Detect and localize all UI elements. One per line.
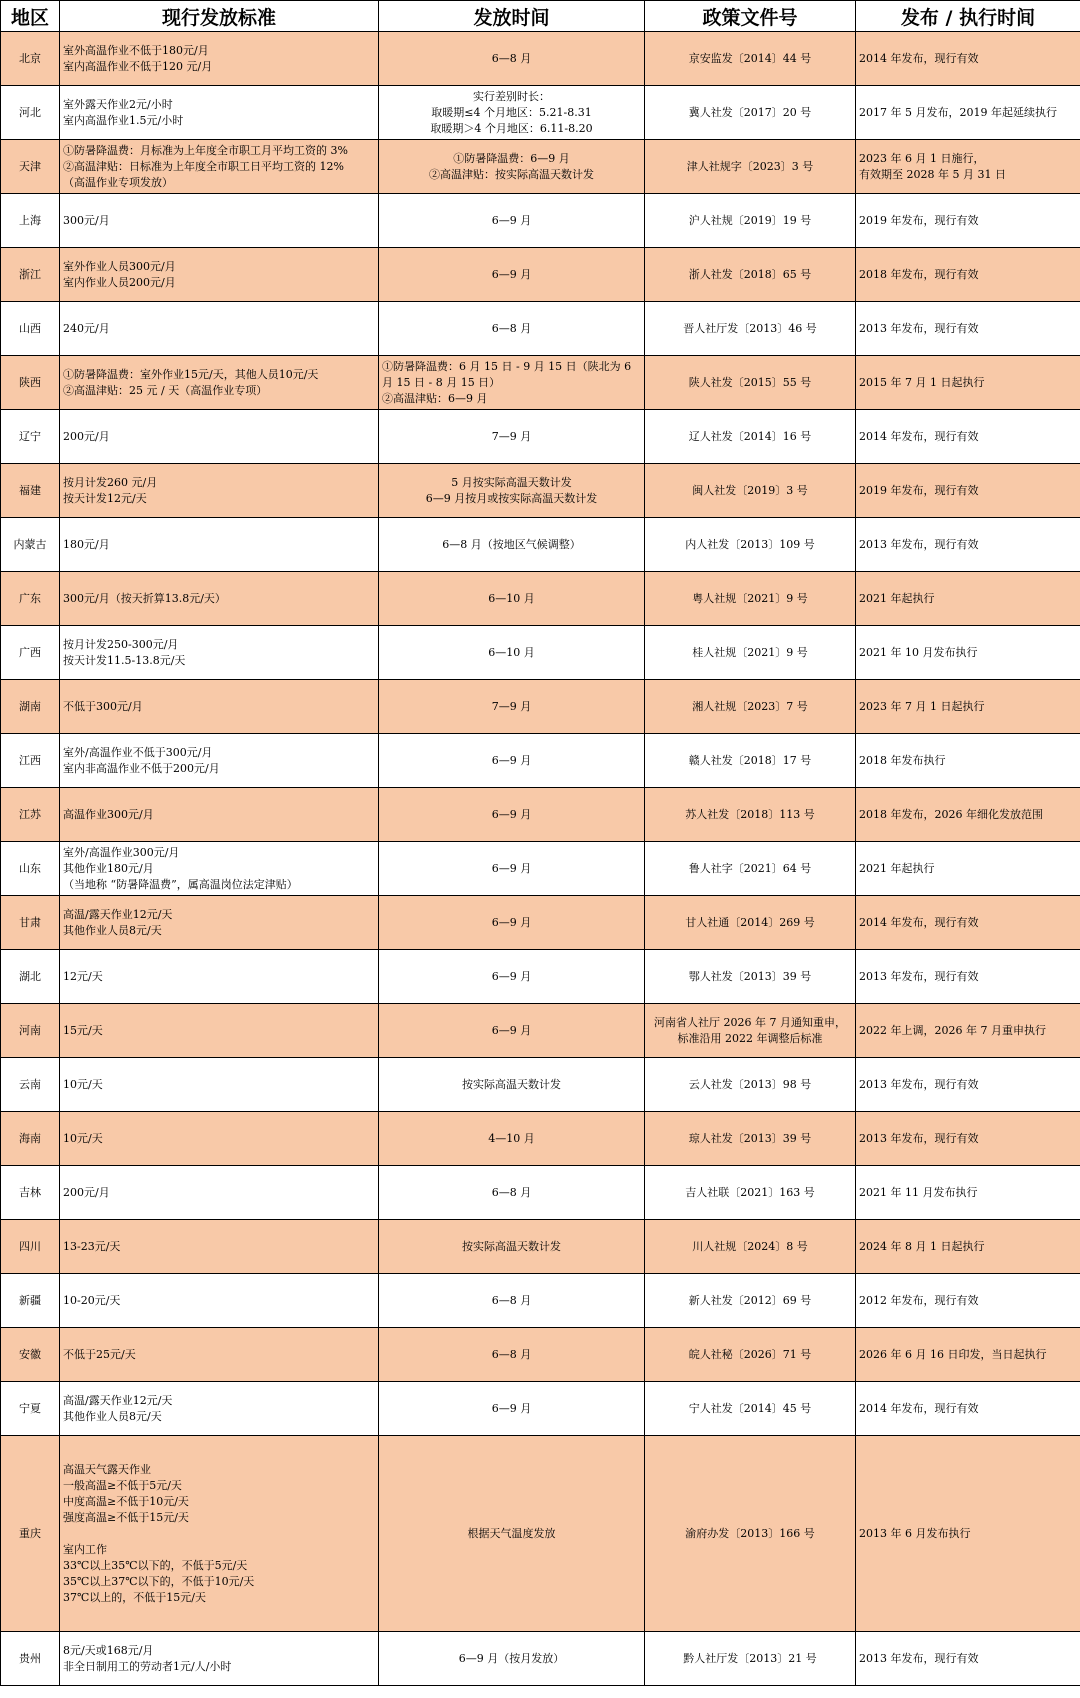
cell-standard: 15元/天 bbox=[60, 1004, 379, 1058]
cell-doc: 甘人社通〔2014〕269 号 bbox=[645, 896, 856, 950]
cell-publish: 2026 年 6 月 16 日印发，当日起执行 bbox=[856, 1328, 1080, 1382]
cell-doc: 晋人社厅发〔2013〕46 号 bbox=[645, 302, 856, 356]
cell-publish: 2014 年发布，现行有效 bbox=[856, 32, 1080, 86]
cell-publish: 2013 年发布，现行有效 bbox=[856, 1112, 1080, 1166]
cell-region: 新疆 bbox=[1, 1274, 60, 1328]
cell-standard: 高温/露天作业12元/天 其他作业人员8元/天 bbox=[60, 1382, 379, 1436]
cell-time: 实行差别时长： 取暖期≤4 个月地区：5.21-8.31 取暖期＞4 个月地区：6.11-8.20 bbox=[379, 86, 645, 140]
cell-publish: 2022 年上调，2026 年 7 月重申执行 bbox=[856, 1004, 1080, 1058]
cell-doc: 辽人社发〔2014〕16 号 bbox=[645, 410, 856, 464]
cell-time: 7—9 月 bbox=[379, 680, 645, 734]
cell-doc: 陕人社发〔2015〕55 号 bbox=[645, 356, 856, 410]
table-row bbox=[1, 1274, 1080, 1328]
table-row bbox=[1, 356, 1080, 410]
cell-region: 内蒙古 bbox=[1, 518, 60, 572]
cell-region: 上海 bbox=[1, 194, 60, 248]
cell-standard: 10元/天 bbox=[60, 1112, 379, 1166]
cell-doc: 桂人社规〔2021〕9 号 bbox=[645, 626, 856, 680]
cell-region: 安徽 bbox=[1, 1328, 60, 1382]
cell-standard: 高温作业300元/月 bbox=[60, 788, 379, 842]
cell-publish: 2021 年起执行 bbox=[856, 572, 1080, 626]
cell-region: 江苏 bbox=[1, 788, 60, 842]
cell-standard: 高温/露天作业12元/天 其他作业人员8元/天 bbox=[60, 896, 379, 950]
cell-publish: 2014 年发布，现行有效 bbox=[856, 1382, 1080, 1436]
cell-doc: 鲁人社字〔2021〕64 号 bbox=[645, 842, 856, 896]
cell-time: 6—8 月 bbox=[379, 1328, 645, 1382]
cell-doc: 宁人社发〔2014〕45 号 bbox=[645, 1382, 856, 1436]
cell-region: 陕西 bbox=[1, 356, 60, 410]
cell-doc: 内人社发〔2013〕109 号 bbox=[645, 518, 856, 572]
cell-publish: 2019 年发布，现行有效 bbox=[856, 194, 1080, 248]
cell-time: 6—9 月 bbox=[379, 896, 645, 950]
cell-doc: 浙人社发〔2018〕65 号 bbox=[645, 248, 856, 302]
header-doc: 政策文件号 bbox=[645, 1, 856, 32]
cell-publish: 2024 年 8 月 1 日起执行 bbox=[856, 1220, 1080, 1274]
table-row bbox=[1, 572, 1080, 626]
table-row bbox=[1, 680, 1080, 734]
cell-standard: 200元/月 bbox=[60, 1166, 379, 1220]
table-row bbox=[1, 140, 1080, 194]
table-row bbox=[1, 518, 1080, 572]
cell-publish: 2018 年发布，2026 年细化发放范围 bbox=[856, 788, 1080, 842]
table-row bbox=[1, 734, 1080, 788]
cell-publish: 2014 年发布，现行有效 bbox=[856, 410, 1080, 464]
cell-standard: 180元/月 bbox=[60, 518, 379, 572]
cell-standard: ①防暑降温费：室外作业15元/天，其他人员10元/天 ②高温津贴：25 元 / 天（高温作业专项） bbox=[60, 356, 379, 410]
cell-region: 河北 bbox=[1, 86, 60, 140]
cell-doc: 川人社规〔2024〕8 号 bbox=[645, 1220, 856, 1274]
table-row bbox=[1, 896, 1080, 950]
table-row bbox=[1, 1436, 1080, 1632]
cell-time: 6—9 月 bbox=[379, 734, 645, 788]
cell-time: 6—10 月 bbox=[379, 626, 645, 680]
cell-publish: 2015 年 7 月 1 日起执行 bbox=[856, 356, 1080, 410]
cell-time: 6—8 月 bbox=[379, 1274, 645, 1328]
cell-region: 福建 bbox=[1, 464, 60, 518]
table-row bbox=[1, 1632, 1080, 1686]
cell-standard: 10元/天 bbox=[60, 1058, 379, 1112]
cell-region: 山西 bbox=[1, 302, 60, 356]
cell-doc: 皖人社秘〔2026〕71 号 bbox=[645, 1328, 856, 1382]
cell-region: 河南 bbox=[1, 1004, 60, 1058]
table-row bbox=[1, 1382, 1080, 1436]
table-row bbox=[1, 1220, 1080, 1274]
table-row bbox=[1, 302, 1080, 356]
cell-standard: 300元/月 bbox=[60, 194, 379, 248]
cell-region: 广西 bbox=[1, 626, 60, 680]
cell-time: 7—9 月 bbox=[379, 410, 645, 464]
cell-publish: 2017 年 5 月发布，2019 年起延续执行 bbox=[856, 86, 1080, 140]
cell-time: 6—8 月 bbox=[379, 32, 645, 86]
cell-region: 重庆 bbox=[1, 1436, 60, 1632]
cell-doc: 新人社发〔2012〕69 号 bbox=[645, 1274, 856, 1328]
cell-doc: 云人社发〔2013〕98 号 bbox=[645, 1058, 856, 1112]
table-row bbox=[1, 248, 1080, 302]
cell-region: 宁夏 bbox=[1, 1382, 60, 1436]
cell-standard: 室外露天作业2元/小时 室内高温作业1.5元/小时 bbox=[60, 86, 379, 140]
cell-time: ①防暑降温费：6—9 月 ②高温津贴：按实际高温天数计发 bbox=[379, 140, 645, 194]
table-row bbox=[1, 788, 1080, 842]
cell-standard: 300元/月（按天折算13.8元/天） bbox=[60, 572, 379, 626]
cell-standard: 10-20元/天 bbox=[60, 1274, 379, 1328]
cell-doc: 琼人社发〔2013〕39 号 bbox=[645, 1112, 856, 1166]
cell-time: 6—9 月（按月发放） bbox=[379, 1632, 645, 1686]
table-row bbox=[1, 1166, 1080, 1220]
cell-time: 6—10 月 bbox=[379, 572, 645, 626]
cell-time: 6—9 月 bbox=[379, 950, 645, 1004]
header-region: 地区 bbox=[1, 1, 60, 32]
table-row bbox=[1, 32, 1080, 86]
cell-standard: 按月计发260 元/月 按天计发12元/天 bbox=[60, 464, 379, 518]
cell-doc: 河南省人社厅 2026 年 7 月通知重申， 标准沿用 2022 年调整后标准 bbox=[645, 1004, 856, 1058]
cell-doc: 京安监发〔2014〕44 号 bbox=[645, 32, 856, 86]
cell-standard: 室外/高温作业300元/月 其他作业180元/月 （当地称 “防暑降温费”，属高温岗位法定津贴） bbox=[60, 842, 379, 896]
cell-standard: 室外作业人员300元/月 室内作业人员200元/月 bbox=[60, 248, 379, 302]
cell-standard: 高温天气露天作业 一般高温≥不低于5元/天 中度高温≥不低于10元/天 强度高温≥不低于15元/天 室内工作 33℃以上35℃以下的，不低于5元/天 35℃以上37℃以下的，不低于10元/天 37℃以上的，不低于15元/天 bbox=[60, 1436, 379, 1632]
cell-doc: 沪人社规〔2019〕19 号 bbox=[645, 194, 856, 248]
cell-doc: 湘人社规〔2023〕7 号 bbox=[645, 680, 856, 734]
cell-standard: 12元/天 bbox=[60, 950, 379, 1004]
table-row bbox=[1, 842, 1080, 896]
table-row bbox=[1, 464, 1080, 518]
cell-region: 云南 bbox=[1, 1058, 60, 1112]
cell-time: 6—9 月 bbox=[379, 1382, 645, 1436]
cell-doc: 苏人社发〔2018〕113 号 bbox=[645, 788, 856, 842]
cell-time: 5 月按实际高温天数计发 6—9 月按月或按实际高温天数计发 bbox=[379, 464, 645, 518]
cell-time: ①防暑降温费：6 月 15 日 - 9 月 15 日（陕北为 6 月 15 日 - 8 月 15 日） ②高温津贴：6—9 月 bbox=[379, 356, 645, 410]
table-row bbox=[1, 1058, 1080, 1112]
cell-region: 江西 bbox=[1, 734, 60, 788]
cell-standard: 不低于300元/月 bbox=[60, 680, 379, 734]
cell-standard: 按月计发250-300元/月 按天计发11.5-13.8元/天 bbox=[60, 626, 379, 680]
cell-publish: 2023 年 7 月 1 日起执行 bbox=[856, 680, 1080, 734]
table-row bbox=[1, 950, 1080, 1004]
cell-doc: 闽人社发〔2019〕3 号 bbox=[645, 464, 856, 518]
cell-standard: 8元/天或168元/月 非全日制用工的劳动者1元/人/小时 bbox=[60, 1632, 379, 1686]
cell-publish: 2013 年发布，现行有效 bbox=[856, 518, 1080, 572]
table-row bbox=[1, 1004, 1080, 1058]
cell-doc: 吉人社联〔2021〕163 号 bbox=[645, 1166, 856, 1220]
cell-standard: 不低于25元/天 bbox=[60, 1328, 379, 1382]
table-row bbox=[1, 1328, 1080, 1382]
cell-publish: 2021 年 11 月发布执行 bbox=[856, 1166, 1080, 1220]
table-body bbox=[1, 32, 1080, 1686]
cell-time: 4—10 月 bbox=[379, 1112, 645, 1166]
cell-region: 浙江 bbox=[1, 248, 60, 302]
cell-region: 海南 bbox=[1, 1112, 60, 1166]
cell-publish: 2021 年 10 月发布执行 bbox=[856, 626, 1080, 680]
cell-time: 6—9 月 bbox=[379, 842, 645, 896]
cell-publish: 2013 年 6 月发布执行 bbox=[856, 1436, 1080, 1632]
table-row bbox=[1, 410, 1080, 464]
cell-region: 天津 bbox=[1, 140, 60, 194]
cell-region: 广东 bbox=[1, 572, 60, 626]
cell-doc: 鄂人社发〔2013〕39 号 bbox=[645, 950, 856, 1004]
cell-time: 按实际高温天数计发 bbox=[379, 1058, 645, 1112]
cell-region: 湖北 bbox=[1, 950, 60, 1004]
cell-region: 山东 bbox=[1, 842, 60, 896]
cell-standard: 240元/月 bbox=[60, 302, 379, 356]
cell-region: 吉林 bbox=[1, 1166, 60, 1220]
cell-publish: 2013 年发布，现行有效 bbox=[856, 302, 1080, 356]
cell-region: 贵州 bbox=[1, 1632, 60, 1686]
header-standard: 现行发放标准 bbox=[60, 1, 379, 32]
table-row bbox=[1, 626, 1080, 680]
cell-standard: ①防暑降温费：月标准为上年度全市职工月平均工资的 3% ②高温津贴：日标准为上年度全市职工日平均工资的 12% （高温作业专项发放） bbox=[60, 140, 379, 194]
cell-time: 6—9 月 bbox=[379, 1004, 645, 1058]
table-row bbox=[1, 1112, 1080, 1166]
cell-standard: 室外/高温作业不低于300元/月 室内非高温作业不低于200元/月 bbox=[60, 734, 379, 788]
cell-time: 6—9 月 bbox=[379, 194, 645, 248]
cell-publish: 2013 年发布，现行有效 bbox=[856, 1632, 1080, 1686]
cell-publish: 2013 年发布，现行有效 bbox=[856, 950, 1080, 1004]
cell-publish: 2018 年发布执行 bbox=[856, 734, 1080, 788]
cell-time: 6—9 月 bbox=[379, 248, 645, 302]
header-publish: 发布 / 执行时间 bbox=[856, 1, 1080, 32]
cell-publish: 2013 年发布，现行有效 bbox=[856, 1058, 1080, 1112]
header-time: 发放时间 bbox=[379, 1, 645, 32]
cell-doc: 粤人社规〔2021〕9 号 bbox=[645, 572, 856, 626]
cell-region: 甘肃 bbox=[1, 896, 60, 950]
table-row bbox=[1, 86, 1080, 140]
cell-doc: 冀人社发〔2017〕20 号 bbox=[645, 86, 856, 140]
cell-doc: 渝府办发〔2013〕166 号 bbox=[645, 1436, 856, 1632]
header-row bbox=[1, 1, 1080, 32]
cell-time: 6—8 月（按地区气候调整） bbox=[379, 518, 645, 572]
cell-publish: 2021 年起执行 bbox=[856, 842, 1080, 896]
cell-standard: 13-23元/天 bbox=[60, 1220, 379, 1274]
table-row bbox=[1, 194, 1080, 248]
cell-time: 6—9 月 bbox=[379, 788, 645, 842]
cell-publish: 2012 年发布，现行有效 bbox=[856, 1274, 1080, 1328]
cell-time: 6—8 月 bbox=[379, 302, 645, 356]
cell-standard: 室外高温作业不低于180元/月 室内高温作业不低于120 元/月 bbox=[60, 32, 379, 86]
cell-doc: 赣人社发〔2018〕17 号 bbox=[645, 734, 856, 788]
cell-standard: 200元/月 bbox=[60, 410, 379, 464]
cell-region: 北京 bbox=[1, 32, 60, 86]
cell-publish: 2019 年发布，现行有效 bbox=[856, 464, 1080, 518]
cell-region: 四川 bbox=[1, 1220, 60, 1274]
cell-publish: 2014 年发布，现行有效 bbox=[856, 896, 1080, 950]
cell-doc: 津人社规字〔2023〕3 号 bbox=[645, 140, 856, 194]
cell-time: 按实际高温天数计发 bbox=[379, 1220, 645, 1274]
cell-publish: 2018 年发布，现行有效 bbox=[856, 248, 1080, 302]
cell-time: 6—8 月 bbox=[379, 1166, 645, 1220]
cell-region: 辽宁 bbox=[1, 410, 60, 464]
cell-doc: 黔人社厅发〔2013〕21 号 bbox=[645, 1632, 856, 1686]
cell-publish: 2023 年 6 月 1 日施行， 有效期至 2028 年 5 月 31 日 bbox=[856, 140, 1080, 194]
cell-time: 根据天气温度发放 bbox=[379, 1436, 645, 1632]
cell-region: 湖南 bbox=[1, 680, 60, 734]
